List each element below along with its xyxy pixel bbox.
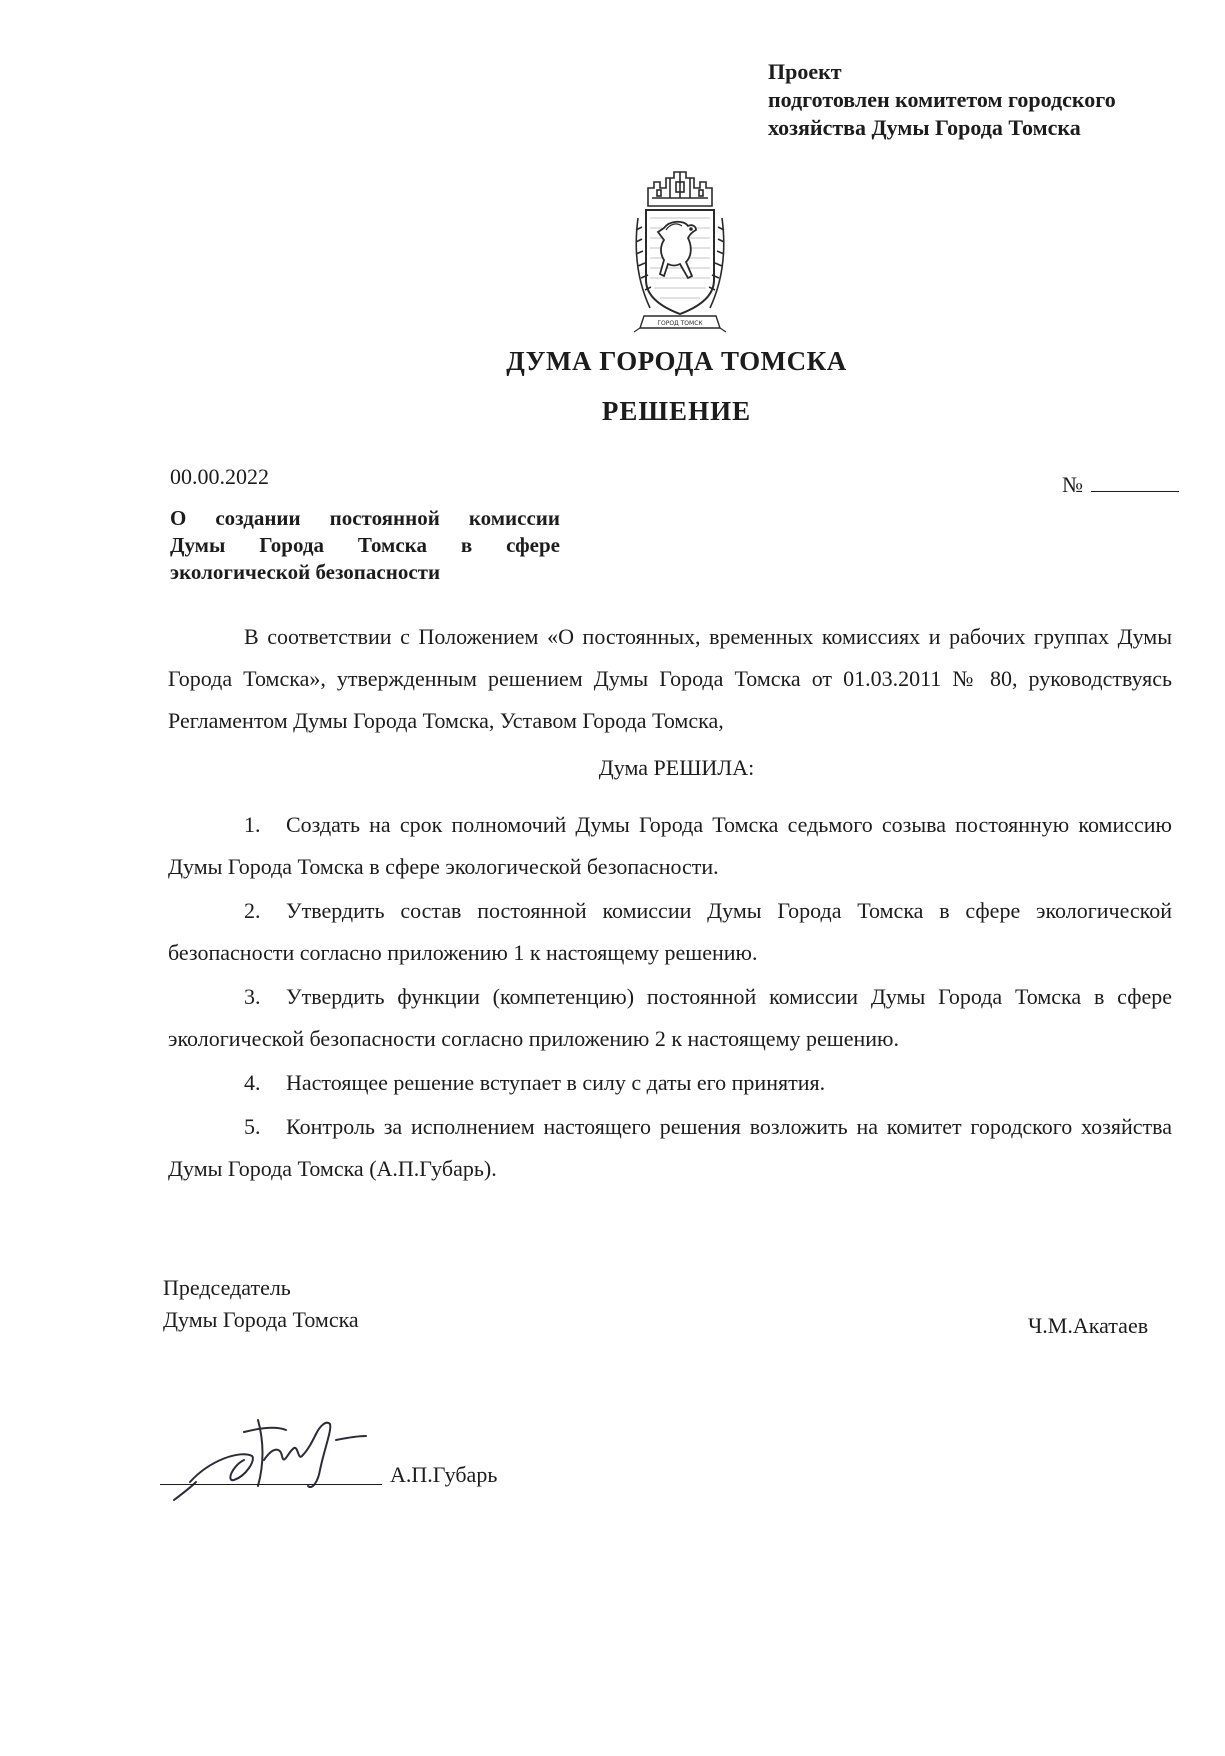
decision-item (168, 1062, 1172, 1104)
item-text: Утвердить состав постоянной комиссии Думы Города Томска в сфере экологической безопасности согласно приложению 1 к настоящему решению. (168, 898, 1172, 965)
document-date: 00.00.2022 (170, 464, 269, 489)
document-number (1062, 472, 1179, 498)
draft-header-line1: Проект (768, 59, 842, 84)
chairman-title-line2: Думы Города Томска (163, 1307, 359, 1332)
decision-item (168, 890, 1172, 974)
item-number: 1. (244, 812, 261, 837)
draft-header-line3: хозяйства Думы Города Томска (768, 115, 1081, 140)
document-subject (170, 505, 560, 586)
document-number-label: № (1062, 472, 1083, 497)
item-number: 4. (244, 1070, 261, 1095)
chairman-title (163, 1272, 359, 1336)
resolved-heading: Дума РЕШИЛА: (598, 755, 755, 780)
chairman-title-line1: Председатель (163, 1275, 291, 1300)
decision-item (168, 1106, 1172, 1190)
item-text: Утвердить функции (компетенцию) постоянной комиссии Думы Города Томска в сфере экологической безопасности согласно приложению 2 к настоящему решению. (168, 984, 1172, 1051)
subject-line3: экологической безопасности (170, 560, 441, 584)
item-number: 2. (244, 898, 261, 923)
item-number: 5. (244, 1114, 261, 1139)
item-number: 3. (244, 984, 261, 1009)
decision-item (168, 804, 1172, 888)
tomsk-coat-of-arms-icon (630, 168, 730, 336)
document-number-blank (1091, 473, 1179, 492)
decision-item (168, 976, 1172, 1060)
signature-line (160, 1484, 382, 1485)
draft-header-line2: подготовлен комитетом городского (768, 87, 1116, 112)
item-text: Создать на срок полномочий Думы Города Томска седьмого созыва постоянную комиссию Думы Города Томска в сфере экологической безопасности. (168, 812, 1172, 879)
decision-title: РЕШЕНИЕ (601, 396, 752, 426)
subject-line2: Думы Города Томска в сфере (170, 533, 560, 557)
item-text: Контроль за исполнением настоящего решения возложить на комитет городского хозяйства Думы Города Томска (А.П.Губарь). (168, 1114, 1172, 1181)
subject-line1: О создании постоянной комиссии (170, 506, 560, 530)
council-name: ДУМА ГОРОДА ТОМСКА (506, 346, 847, 376)
decision-items-list (168, 804, 1172, 1192)
preamble-paragraph: В соответствии с Положением «О постоянных, временных комиссиях и рабочих группах Думы Города Томска», утвержденным решением Думы Города Томска от 01.03.2011 № 80, руководствуясь Регламентом Думы Города Томска, Уставом Города Томска, (168, 624, 1172, 733)
chairman-name: Ч.М.Акатаев (1028, 1313, 1149, 1338)
handwritten-signature-icon (160, 1390, 400, 1510)
coat-of-arms-ribbon-text: ГОРОД ТОМСК (657, 320, 703, 327)
signer-name: А.П.Губарь (390, 1462, 498, 1487)
draft-header (768, 58, 1198, 142)
item-text: Настоящее решение вступает в силу с даты его принятия. (286, 1070, 826, 1095)
